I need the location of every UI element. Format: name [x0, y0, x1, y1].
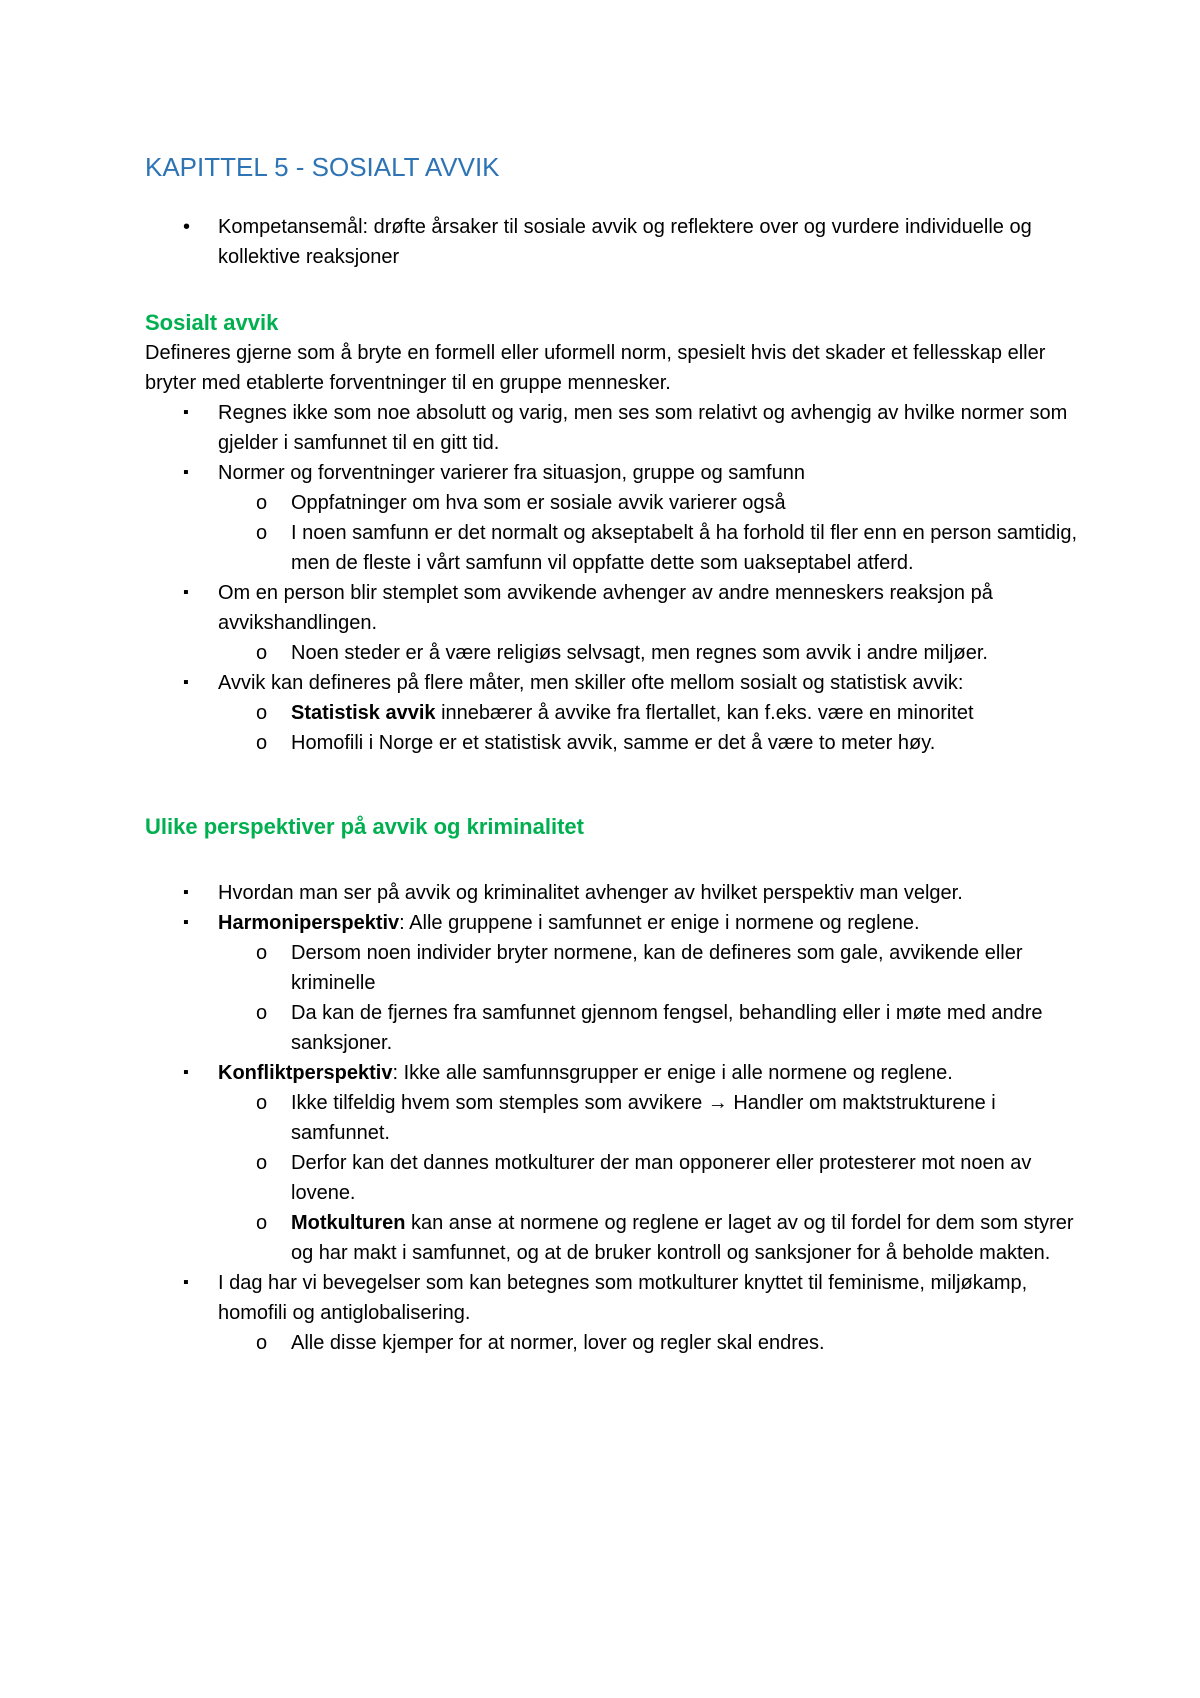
- bold-term: Statistisk avvik: [291, 702, 436, 724]
- list-item: [145, 668, 1080, 698]
- list-item: [145, 638, 1080, 668]
- bullet-circle-icon: o: [256, 642, 268, 664]
- list-item: [145, 1148, 1080, 1208]
- list-item-text: Om en person blir stemplet som avvikende avhenger av andre menneskers reaksjon på avvikshandlingen.: [218, 582, 993, 634]
- list-item-text: Regnes ikke som noe absolutt og varig, men ses som relativt og avhengig av hvilke normer som gjelder i samfunnet til en gitt tid.: [218, 402, 1068, 454]
- bullet-circle-icon: o: [256, 732, 268, 754]
- list-item: [145, 878, 1080, 908]
- list-item-text: : Alle gruppene i samfunnet er enige i normene og reglene.: [399, 912, 920, 934]
- list-item: [145, 938, 1080, 998]
- bullet-square-icon: ▪: [183, 584, 189, 601]
- bullet-circle-icon: o: [256, 492, 268, 514]
- list-item: [145, 212, 1080, 272]
- section1-list: [145, 398, 1080, 758]
- bullet-circle-icon: o: [256, 1152, 268, 1174]
- section-heading-perspektiver: Ulike perspektiver på avvik og kriminalitet: [145, 814, 584, 839]
- bullet-square-icon: ▪: [183, 1274, 189, 1291]
- list-item: [145, 698, 1080, 728]
- list-item-text: I noen samfunn er det normalt og akseptabelt å ha forhold til fler enn en person samtidig, men de fleste i vårt samfunn vil oppfatte dette som uakseptabel atferd.: [291, 522, 1078, 574]
- list-item-text: Noen steder er å være religiøs selvsagt, men regnes som avvik i andre miljøer.: [291, 642, 988, 664]
- list-item-text: Ikke tilfeldig hvem som stemples som avvikere → Handler om maktstrukturene i samfunnet.: [291, 1092, 996, 1144]
- list-item-text: Normer og forventninger varierer fra situasjon, gruppe og samfunn: [218, 462, 805, 484]
- list-item: [145, 488, 1080, 518]
- bold-term: Motkulturen: [291, 1212, 406, 1234]
- bullet-square-icon: ▪: [183, 884, 189, 901]
- list-item-text: Homofili i Norge er et statistisk avvik, samme er det å være to meter høy.: [291, 732, 936, 754]
- list-item: [145, 908, 1080, 938]
- bullet-square-icon: ▪: [183, 1064, 189, 1081]
- list-item-text: kan anse at normene og reglene er laget av og til fordel for dem som styrer og har makt i samfunnet, og at de bruker kontroll og sanksjoner for å beholde makten.: [291, 1212, 1074, 1264]
- list-item-text: I dag har vi bevegelser som kan betegnes som motkulturer knyttet til feminisme, miljøkamp, homofili og antiglobalisering.: [218, 1272, 1028, 1324]
- competence-goal-text: Kompetansemål: drøfte årsaker til sosiale avvik og reflektere over og vurdere individuelle og kollektive reaksjoner: [218, 216, 1032, 268]
- list-item: [145, 1328, 1080, 1358]
- bold-term: Harmoniperspektiv: [218, 912, 400, 934]
- bullet-square-icon: ▪: [183, 404, 189, 421]
- list-item-text: Oppfatninger om hva som er sosiale avvik varierer også: [291, 492, 786, 514]
- list-item-text: Hvordan man ser på avvik og kriminalitet avhenger av hvilket perspektiv man velger.: [218, 882, 963, 904]
- section-heading-sosialt-avvik: Sosialt avvik: [145, 310, 279, 335]
- list-item: [145, 1058, 1080, 1088]
- list-item-text: Alle disse kjemper for at normer, lover og regler skal endres.: [291, 1332, 825, 1354]
- list-item: [145, 1268, 1080, 1328]
- list-item-text: : Ikke alle samfunnsgrupper er enige i alle normene og reglene.: [392, 1062, 953, 1084]
- list-item-text: Dersom noen individer bryter normene, kan de defineres som gale, avvikende eller kriminelle: [291, 942, 1023, 994]
- bullet-circle-icon: o: [256, 942, 268, 964]
- bullet-circle-icon: o: [256, 702, 268, 724]
- list-item: [145, 1208, 1080, 1268]
- list-item-text: Derfor kan det dannes motkulturer der man opponerer eller protesterer mot noen av lovene.: [291, 1152, 1032, 1204]
- bullet-circle-icon: o: [256, 1212, 268, 1234]
- list-item: [145, 518, 1080, 578]
- bullet-dot-icon: •: [183, 216, 191, 238]
- intro-list: [145, 212, 1080, 272]
- list-item-text: innebærer å avvike fra flertallet, kan f.eks. være en minoritet: [435, 702, 974, 724]
- list-item-text: Da kan de fjernes fra samfunnet gjennom fengsel, behandling eller i møte med andre sanksjoner.: [291, 1002, 1043, 1054]
- bullet-circle-icon: o: [256, 1002, 268, 1024]
- section2-list: [145, 878, 1080, 1358]
- bullet-square-icon: ▪: [183, 674, 189, 691]
- list-item: [145, 998, 1080, 1058]
- bullet-circle-icon: o: [256, 1332, 268, 1354]
- section-paragraph: Defineres gjerne som å bryte en formell eller uformell norm, spesielt hvis det skader et fellesskap eller bryter med etablerte forventninger til en gruppe mennesker.: [145, 342, 1046, 394]
- bullet-square-icon: ▪: [183, 914, 189, 931]
- list-item-text: Avvik kan defineres på flere måter, men skiller ofte mellom sosialt og statistisk avvik:: [218, 672, 964, 694]
- bullet-square-icon: ▪: [183, 464, 189, 481]
- bullet-circle-icon: o: [256, 522, 268, 544]
- bullet-circle-icon: o: [256, 1092, 268, 1114]
- list-item: [145, 728, 1080, 758]
- list-item: [145, 398, 1080, 458]
- chapter-title: KAPITTEL 5 - SOSIALT AVVIK: [145, 152, 500, 182]
- list-item: [145, 578, 1080, 638]
- bold-term: Konfliktperspektiv: [218, 1062, 393, 1084]
- list-item: [145, 1088, 1080, 1148]
- list-item: [145, 458, 1080, 488]
